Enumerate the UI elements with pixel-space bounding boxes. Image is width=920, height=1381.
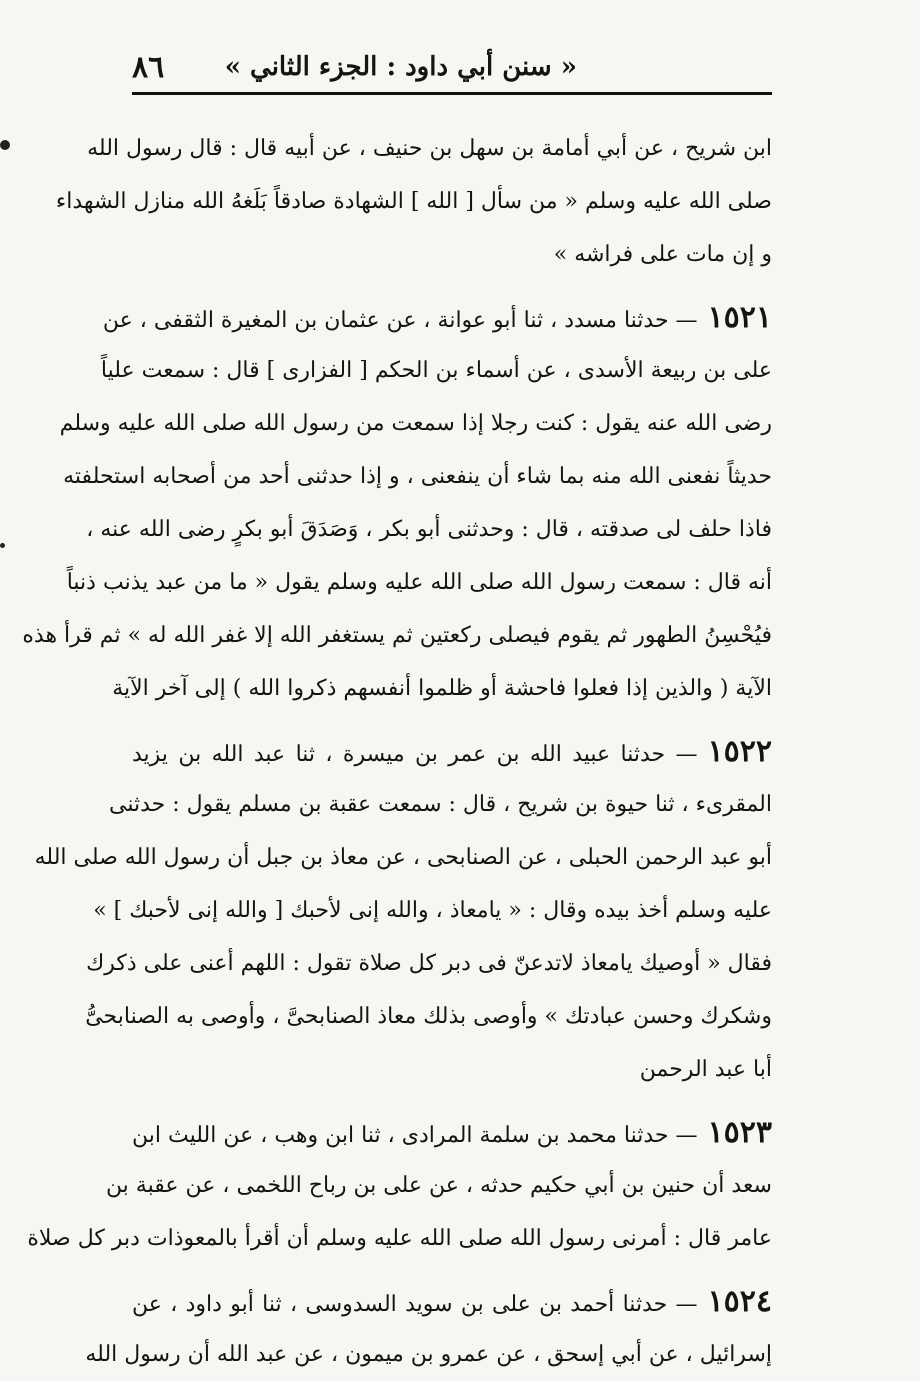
line-text: إسرائيل ، عن أبي إسحق ، عن عمرو بن ميمون ، عن عبد الله أن رسول الله	[85, 1342, 772, 1367]
text-line	[109, 778, 772, 831]
line-text: فقال « أوصيك يامعاذ لاتدعنّ فى دبر كل صلاة تقول : اللهم أعنى على ذكرك	[86, 951, 772, 976]
text-line	[132, 1275, 772, 1328]
text-line	[100, 344, 772, 397]
line-text: صلى الله عليه وسلم « من سأل [ الله ] الشهادة صادقاً بَلَغهُ الله منازل الشهداء	[55, 189, 772, 214]
line-text: — حدثنا أحمد بن على بن سويد السدوسى ، ثنا أبو داود ، عن	[132, 1292, 698, 1317]
margin-mark	[0, 140, 10, 150]
line-text: على بن ربيعة الأسدى ، عن أسماء بن الحكم [ الفزارى ] قال : سمعت علياً	[100, 358, 772, 383]
line-text: الآية ( والذين إذا فعلوا فاحشة أو ظلموا أنفسهم ذكروا الله ) إلى آخر الآية	[112, 676, 772, 701]
text-line	[85, 990, 772, 1043]
text-body	[22, 122, 772, 1381]
line-text: أبا عبد الرحمن	[639, 1057, 772, 1082]
line-text: حديثاً نفعنى الله منه بما شاء أن ينفعنى ، و إذا حدثنى أحد من أصحابه استحلفته	[63, 464, 772, 489]
line-text: أبو عبد الرحمن الحبلى ، عن الصنابحى ، عن معاذ بن جبل أن رسول الله صلى الله	[34, 845, 772, 870]
line-text: سعد أن حنين بن أبي حكيم حدثه ، عن على بن رباح اللخمى ، عن عقبة بن	[105, 1173, 772, 1198]
line-text: رضى الله عنه يقول : كنت رجلا إذا سمعت من رسول الله صلى الله عليه وسلم	[59, 411, 772, 436]
line-text: — حدثنا محمد بن سلمة المرادى ، ثنا ابن وهب ، عن الليث ابن	[132, 1123, 698, 1148]
text-line	[105, 1159, 772, 1212]
text-line	[59, 397, 772, 450]
text-line	[85, 1328, 772, 1381]
line-text: و إن مات على فراشه »	[553, 242, 772, 267]
hadith-number: ١٥٢٢	[707, 734, 772, 769]
page-header	[132, 44, 772, 90]
hadith-number: ١٥٢٣	[707, 1115, 772, 1150]
text-line	[63, 450, 772, 503]
line-text: عامر قال : أمرنى رسول الله صلى الله عليه وسلم أن أقرأ بالمعوذات دبر كل صلاة	[27, 1226, 772, 1251]
text-line	[132, 725, 772, 778]
line-text: أنه قال : سمعت رسول الله صلى الله عليه وسلم يقول « ما من عبد يذنب ذنباً	[66, 570, 772, 595]
line-text: — حدثنا عبيد الله بن عمر بن ميسرة ، ثنا عبد الله بن يزيد	[132, 742, 698, 767]
text-line	[132, 1043, 772, 1096]
page-number: ٨٦	[132, 50, 165, 85]
text-line	[22, 609, 772, 662]
text-line	[87, 122, 772, 175]
text-line	[55, 175, 772, 228]
line-text: — حدثنا مسدد ، ثنا أبو عوانة ، عن عثمان بن المغيرة الثقفى ، عن	[102, 308, 698, 333]
text-line	[34, 831, 772, 884]
line-text: المقرىء ، ثنا حيوة بن شريح ، قال : سمعت عقبة بن مسلم يقول : حدثنى	[109, 792, 772, 817]
header-rule	[132, 92, 772, 95]
hadith-number: ١٥٢٤	[707, 1284, 772, 1319]
text-line	[132, 1106, 772, 1159]
line-text: فاذا حلف لى صدقته ، قال : وحدثنى أبو بكر ، وَصَدَقَ أبو بكرٍ رضى الله عنه ،	[86, 517, 772, 542]
running-title: « سنن أبي داود : الجزء الثاني »	[224, 52, 577, 82]
text-line	[27, 1212, 772, 1265]
text-line	[112, 662, 772, 715]
text-line	[86, 503, 772, 556]
line-text: ابن شريح ، عن أبي أمامة بن سهل بن حنيف ، عن أبيه قال : قال رسول الله	[87, 136, 772, 161]
text-line	[93, 884, 772, 937]
text-line	[132, 228, 772, 281]
line-text: وشكرك وحسن عبادتك » وأوصى بذلك معاذ الصنابحىَّ ، وأوصى به الصنابحىُّ	[85, 1004, 772, 1029]
text-line	[86, 937, 772, 990]
line-text: عليه وسلم أخذ بيده وقال : « يامعاذ ، والله إنى لأحبك [ والله إنى لأحبك ] »	[93, 898, 772, 923]
hadith-number: ١٥٢١	[707, 300, 772, 335]
line-text: فيُحْسِنُ الطهور ثم يقوم فيصلى ركعتين ثم يستغفر الله إلا غفر الله له » ثم قرأ هذه	[22, 623, 772, 648]
text-line	[66, 556, 772, 609]
margin-mark	[0, 543, 5, 548]
text-line	[102, 291, 772, 344]
